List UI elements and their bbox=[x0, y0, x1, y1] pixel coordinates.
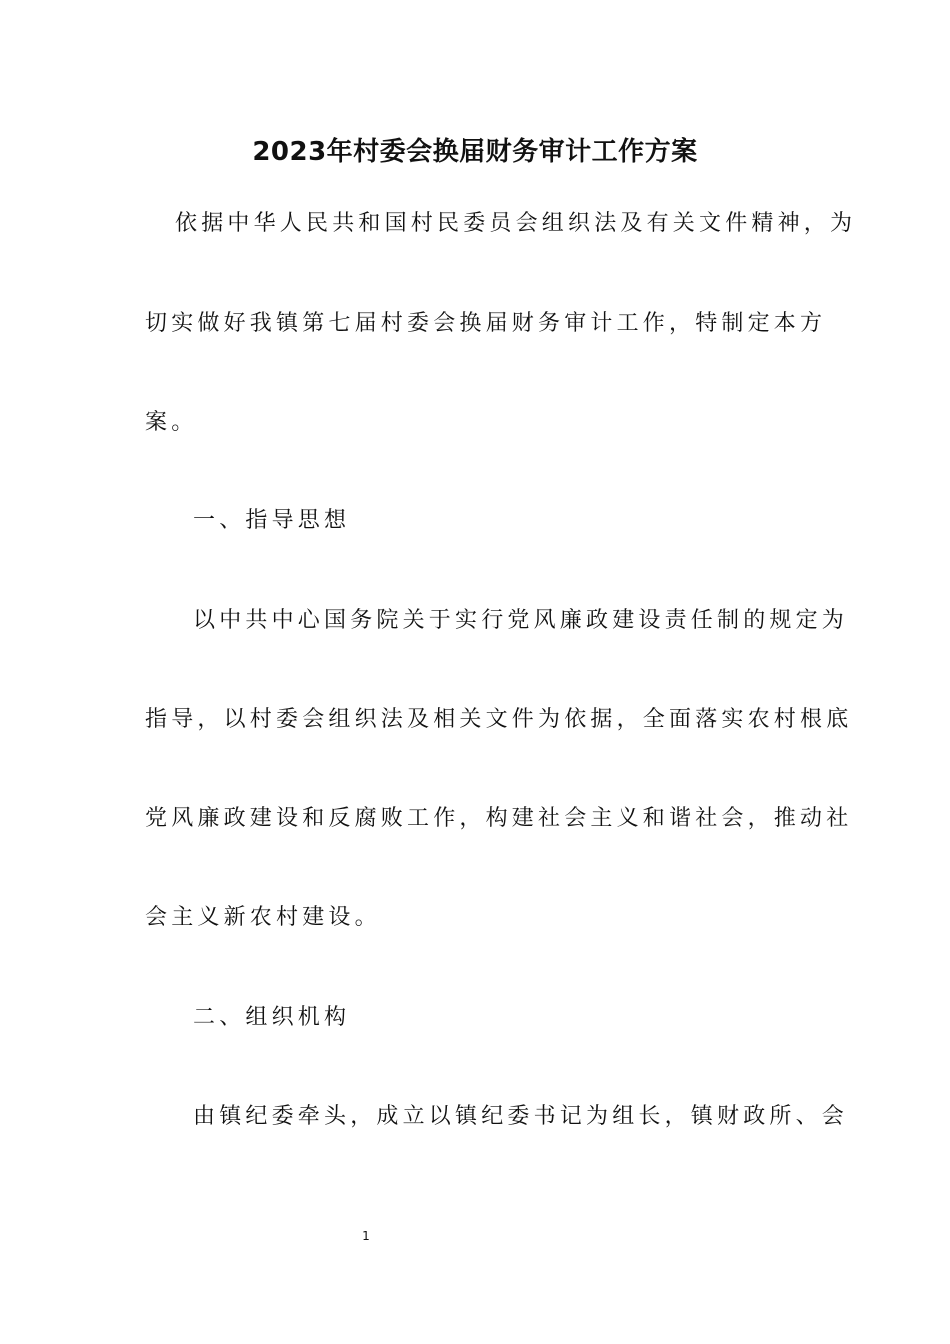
paragraph-line: 由镇纪委牵头，成立以镇纪委书记为组长，镇财政所、会 bbox=[193, 1104, 849, 1129]
page-number: 1 bbox=[362, 1229, 370, 1243]
document-title: 2023年村委会换届财务审计工作方案 bbox=[252, 137, 698, 167]
section-heading-organization: 二、组织机构 bbox=[193, 1005, 351, 1030]
paragraph-line: 切实做好我镇第七届村委会换届财务审计工作，特制定本方 bbox=[145, 311, 827, 336]
paragraph-line: 会主义新农村建设。 bbox=[145, 905, 381, 930]
paragraph-line: 指导，以村委会组织法及相关文件为依据，全面落实农村根底 bbox=[145, 707, 853, 732]
paragraph-line: 党风廉政建设和反腐败工作，构建社会主义和谐社会，推动社 bbox=[145, 806, 853, 831]
section-heading-guiding-thought: 一、指导思想 bbox=[193, 508, 351, 533]
paragraph-line: 以中共中心国务院关于实行党风廉政建设责任制的规定为 bbox=[193, 608, 849, 633]
paragraph-line: 依据中华人民共和国村民委员会组织法及有关文件精神，为 bbox=[175, 211, 857, 236]
paragraph-line: 案。 bbox=[145, 410, 198, 435]
